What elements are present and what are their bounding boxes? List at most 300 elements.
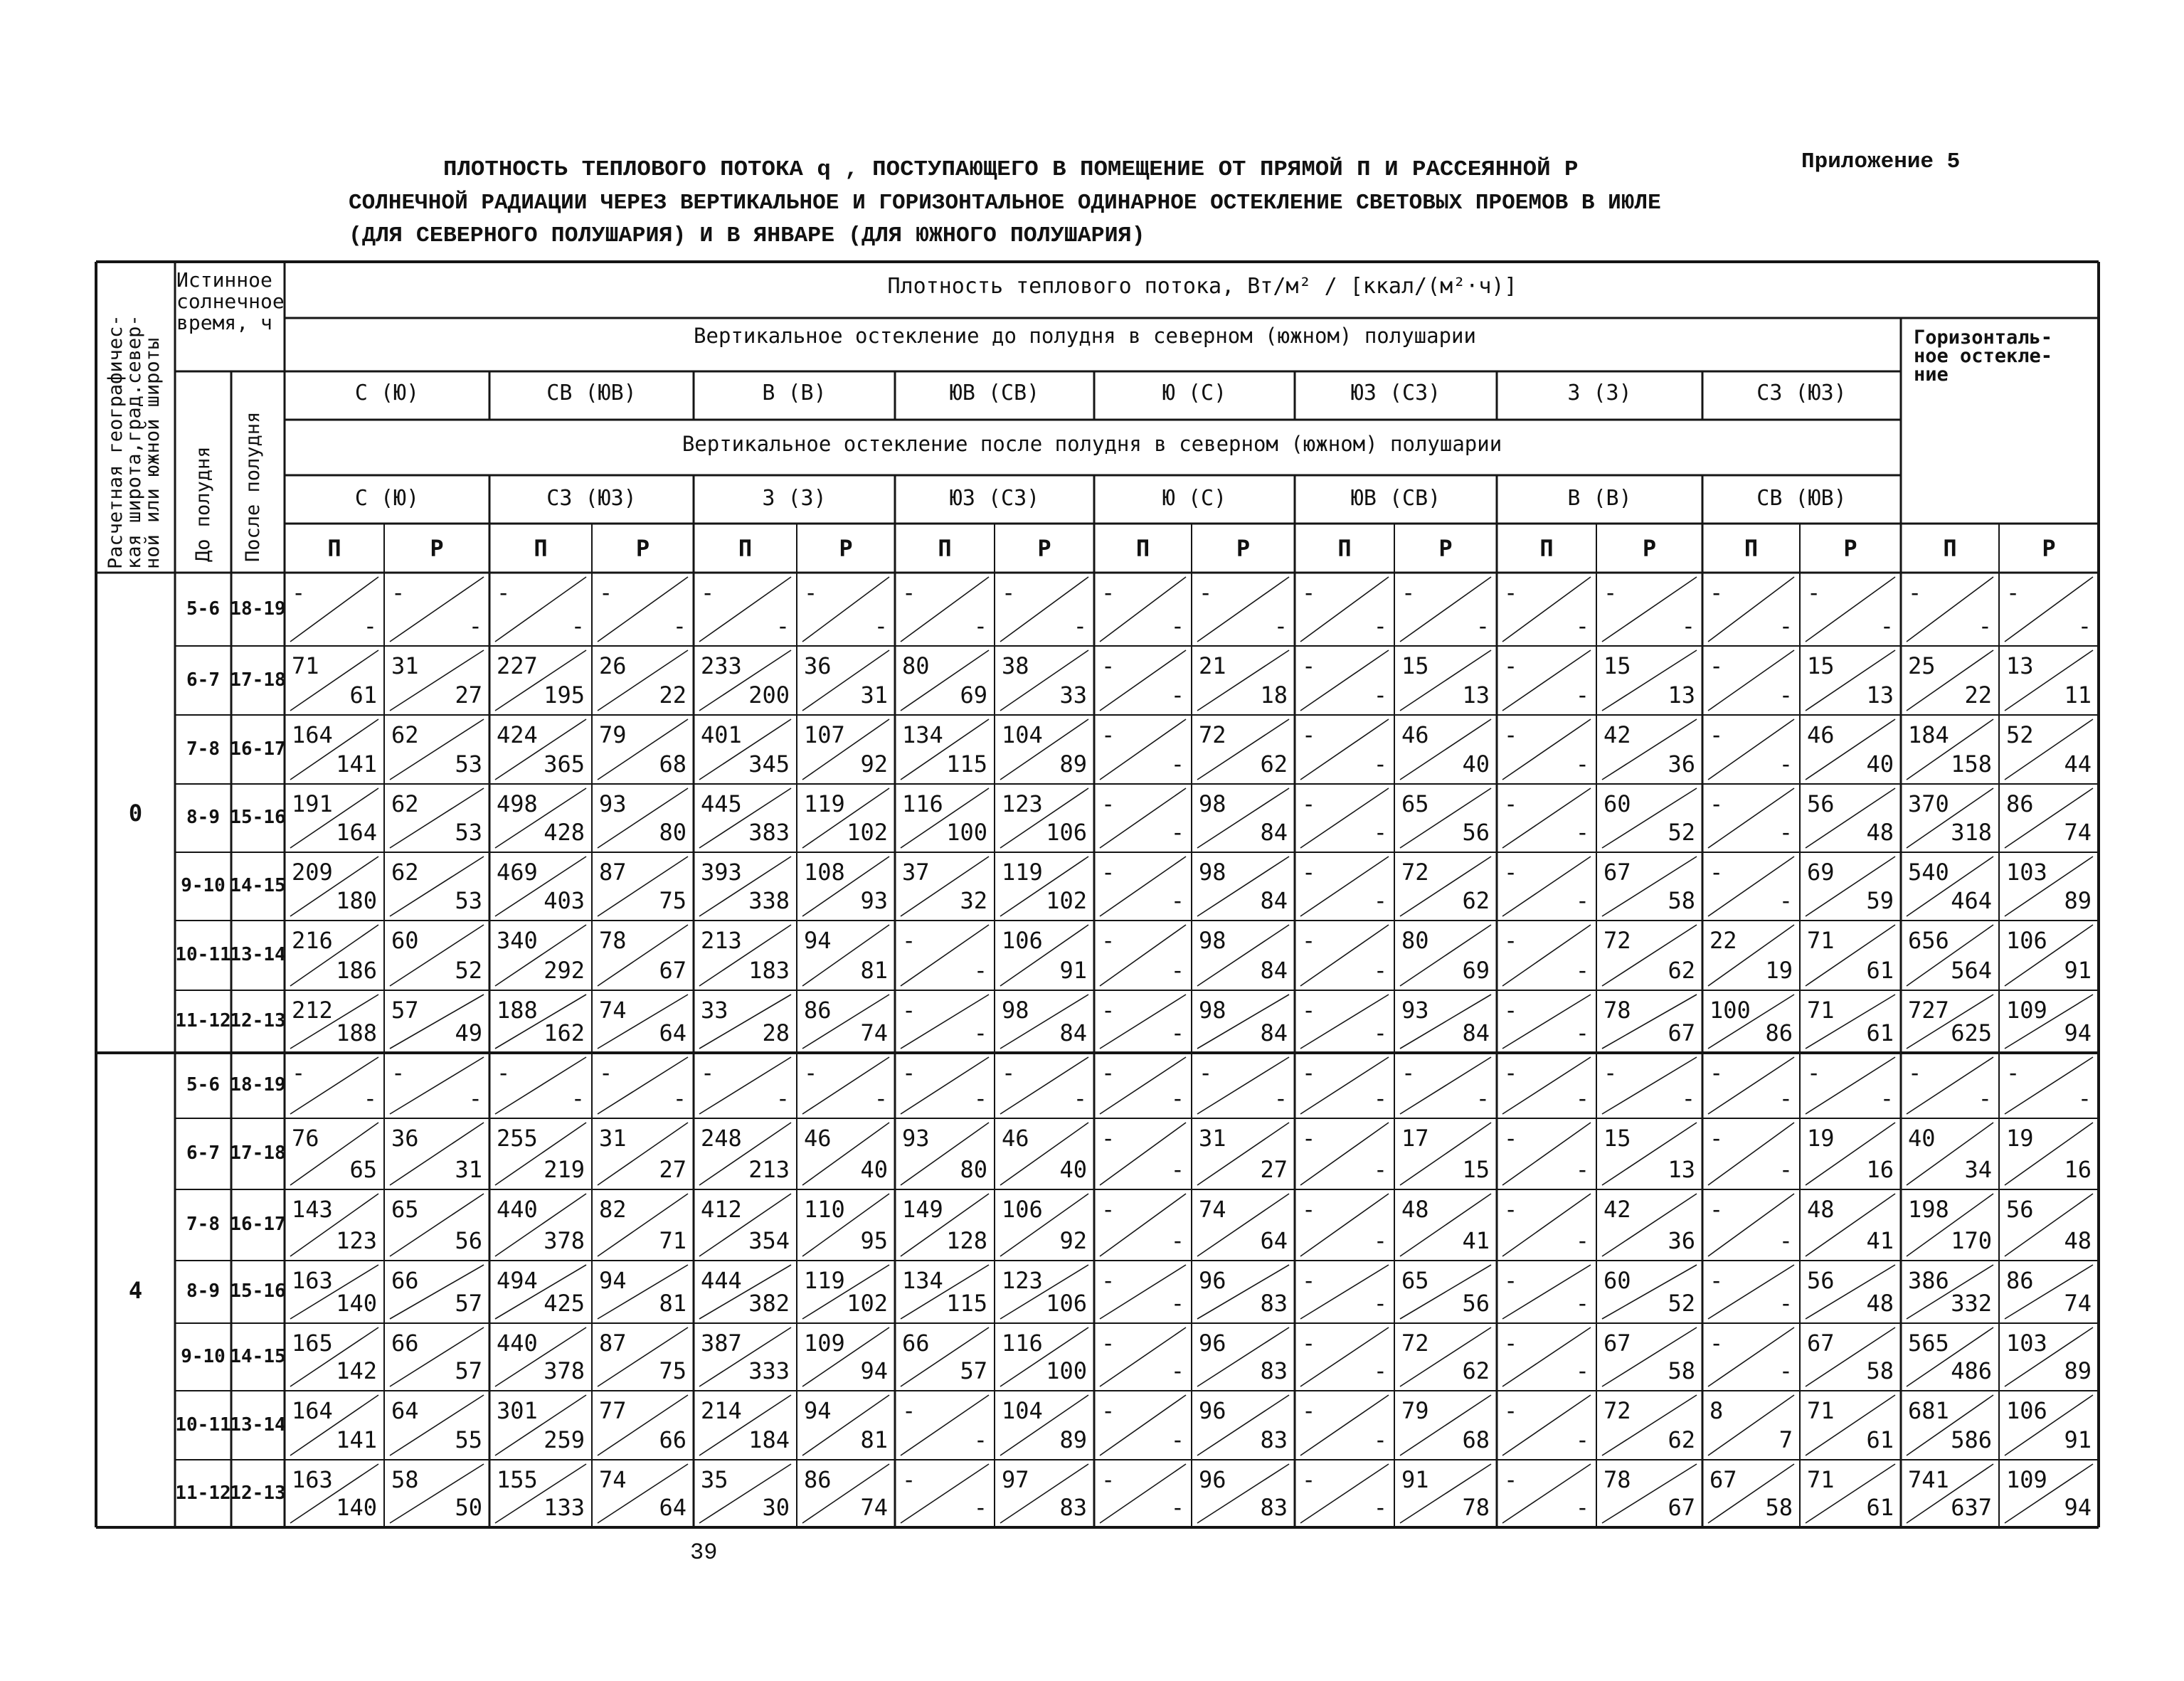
cell-denominator: 83 (1260, 1357, 1288, 1384)
cell-denominator: 48 (1866, 819, 1894, 846)
cell-denominator: 92 (860, 751, 888, 778)
cell-numerator: - (1302, 579, 1316, 606)
r-column-label: Р (635, 535, 650, 562)
cell-denominator: 56 (455, 1227, 482, 1254)
cell-denominator: - (363, 613, 377, 640)
orientation-before-label: Ю (С) (1162, 381, 1227, 405)
cell-denominator: - (1575, 1426, 1589, 1453)
cell-denominator: 184 (748, 1426, 790, 1453)
cell-denominator: 40 (860, 1156, 888, 1183)
cell-numerator: - (902, 997, 916, 1024)
cell-numerator: 58 (391, 1466, 419, 1493)
cell-numerator: 19 (2006, 1125, 2034, 1152)
cell-denominator: - (1575, 682, 1589, 709)
cell-numerator: 198 (1908, 1196, 1949, 1223)
cell-numerator: 66 (902, 1330, 930, 1357)
cell-denominator: - (1170, 1426, 1184, 1453)
cell-denominator: 52 (455, 957, 482, 984)
cell-numerator: 91 (1401, 1466, 1429, 1493)
cell-numerator: 66 (391, 1330, 419, 1357)
cell-denominator: 428 (544, 819, 585, 846)
cell-denominator: 425 (544, 1290, 585, 1317)
cell-numerator: - (1302, 1059, 1316, 1086)
cell-denominator: 123 (336, 1227, 377, 1254)
cell-numerator: - (1101, 927, 1115, 954)
cell-numerator: 149 (902, 1196, 943, 1223)
cell-numerator: 13 (2006, 652, 2034, 679)
cell-denominator: - (1779, 887, 1793, 914)
cell-denominator: 58 (1866, 1357, 1894, 1384)
cell-numerator: 79 (1401, 1397, 1429, 1424)
cell-numerator: 424 (497, 721, 538, 748)
cell-numerator: - (292, 1059, 306, 1086)
cell-numerator: - (1504, 1125, 1518, 1152)
cell-numerator: 93 (1401, 997, 1429, 1024)
cell-numerator: - (1302, 652, 1316, 679)
cell-numerator: 31 (599, 1125, 627, 1152)
cell-numerator: 106 (2006, 1397, 2047, 1424)
latitude-value: 0 (128, 799, 143, 827)
cell-denominator: 67 (1668, 1019, 1695, 1046)
cell-denominator: - (1170, 1156, 1184, 1183)
orientation-before-label: ЮВ (СВ) (949, 381, 1040, 405)
cell-denominator: 78 (1462, 1494, 1490, 1521)
cell-numerator: 57 (391, 997, 419, 1024)
cell-denominator: 83 (1059, 1494, 1087, 1521)
cell-numerator: 94 (804, 927, 832, 954)
cell-denominator: 33 (1059, 682, 1087, 709)
cell-denominator: 75 (659, 1357, 687, 1384)
cell-denominator: 80 (659, 819, 687, 846)
cell-denominator: 61 (1866, 1426, 1894, 1453)
cell-denominator: 32 (960, 887, 987, 914)
cell-numerator: 72 (1401, 859, 1429, 886)
cell-denominator: 7 (1779, 1426, 1793, 1453)
cell-denominator: 58 (1668, 1357, 1695, 1384)
cell-numerator: 72 (1603, 927, 1631, 954)
cell-numerator: - (1002, 579, 1016, 606)
cell-denominator: - (1575, 1494, 1589, 1521)
cell-numerator: 155 (497, 1466, 538, 1493)
cell-denominator: - (1373, 613, 1387, 640)
cell-denominator: - (1170, 1494, 1184, 1521)
time-after-noon: 17-18 (230, 1142, 286, 1164)
cell-numerator: 440 (497, 1196, 538, 1223)
cell-numerator: 104 (1002, 1397, 1043, 1424)
cell-denominator: 50 (455, 1494, 482, 1521)
vert-before-header: Вертикальное остекление до полудня в северном (южном) полушарии (694, 324, 1476, 348)
cell-denominator: 89 (1059, 751, 1087, 778)
cell-numerator: - (1101, 1196, 1115, 1223)
cell-numerator: - (902, 1466, 916, 1493)
cell-denominator: 74 (2064, 819, 2092, 846)
cell-numerator: 71 (1807, 1466, 1835, 1493)
cell-denominator: - (672, 1085, 687, 1112)
cell-numerator: - (1302, 1267, 1316, 1294)
cell-denominator: 83 (1260, 1426, 1288, 1453)
time-before-noon: 10-11 (175, 1414, 231, 1436)
cell-denominator: 106 (1046, 819, 1087, 846)
time-after-noon: 13-14 (230, 1414, 286, 1436)
cell-numerator: 77 (599, 1397, 627, 1424)
r-column-label: Р (1642, 535, 1657, 562)
cell-denominator: 195 (544, 682, 585, 709)
cell-numerator: 52 (2006, 721, 2034, 748)
cell-numerator: 100 (1709, 997, 1751, 1024)
time-before-noon: 5-6 (186, 598, 220, 620)
cell-numerator: 184 (1908, 721, 1949, 748)
cell-numerator: - (1504, 790, 1518, 817)
cell-numerator: 93 (902, 1125, 930, 1152)
cell-denominator: - (1170, 751, 1184, 778)
cell-numerator: 71 (292, 652, 319, 679)
cell-numerator: 119 (1002, 859, 1043, 886)
orientation-after-label: З (З) (762, 486, 827, 511)
cell-numerator: 540 (1908, 859, 1949, 886)
cell-denominator: 128 (946, 1227, 987, 1254)
cell-denominator: 80 (960, 1156, 987, 1183)
cell-numerator: 87 (599, 859, 627, 886)
cell-denominator: - (1681, 613, 1695, 640)
cell-numerator: 35 (701, 1466, 728, 1493)
cell-numerator: 741 (1908, 1466, 1949, 1493)
cell-numerator: 86 (804, 1466, 832, 1493)
vert-after-header: Вертикальное остекление после полудня в северном (южном) полушарии (682, 432, 1502, 456)
cell-numerator: - (1101, 1397, 1115, 1424)
cell-denominator: 100 (946, 819, 987, 846)
cell-numerator: 40 (1908, 1125, 1936, 1152)
cell-numerator: - (1101, 1267, 1115, 1294)
cell-denominator: - (672, 613, 687, 640)
cell-numerator: 164 (292, 1397, 333, 1424)
cell-numerator: 37 (902, 859, 930, 886)
cell-numerator: 19 (1807, 1125, 1835, 1152)
cell-denominator: 65 (349, 1156, 377, 1183)
cell-denominator: - (468, 613, 482, 640)
cell-denominator: - (1978, 1085, 1992, 1112)
cell-denominator: 102 (847, 1290, 888, 1317)
cell-denominator: 31 (455, 1156, 482, 1183)
cell-denominator: 74 (860, 1494, 888, 1521)
cell-numerator: - (1908, 1059, 1922, 1086)
cell-denominator: - (1373, 819, 1387, 846)
cell-numerator: 498 (497, 790, 538, 817)
cell-denominator: 403 (544, 887, 585, 914)
cell-numerator: 110 (804, 1196, 845, 1223)
cell-numerator: 96 (1199, 1330, 1226, 1357)
cell-numerator: 42 (1603, 1196, 1631, 1223)
cell-denominator: 259 (544, 1426, 585, 1453)
cell-denominator: 31 (860, 682, 888, 709)
cell-denominator: - (2077, 613, 2092, 640)
cell-numerator: 67 (1603, 859, 1631, 886)
cell-numerator: - (599, 579, 613, 606)
cell-denominator: - (1779, 751, 1793, 778)
cell-numerator: 214 (701, 1397, 742, 1424)
cell-denominator: 40 (1059, 1156, 1087, 1183)
time-after-noon: 12-13 (230, 1482, 286, 1504)
cell-numerator: - (1302, 997, 1316, 1024)
cell-numerator: 48 (1807, 1196, 1835, 1223)
time-before-noon: 8-9 (186, 807, 220, 828)
cell-denominator: 365 (544, 751, 585, 778)
cell-denominator: - (973, 1494, 987, 1521)
cell-numerator: - (1199, 1059, 1213, 1086)
cell-denominator: 180 (336, 887, 377, 914)
cell-numerator: - (1504, 1330, 1518, 1357)
cell-denominator: 61 (1866, 1494, 1894, 1521)
cell-denominator: - (1373, 1156, 1387, 1183)
cell-numerator: 96 (1199, 1267, 1226, 1294)
cell-denominator: 95 (860, 1227, 888, 1254)
cell-denominator: 332 (1951, 1290, 1992, 1317)
orientation-after-label: В (В) (1567, 486, 1632, 511)
cell-numerator: - (1101, 1330, 1115, 1357)
cell-numerator: - (1199, 579, 1213, 606)
cell-numerator: 15 (1401, 652, 1429, 679)
time-after-noon: 15-16 (230, 807, 286, 828)
cell-denominator: - (1170, 1227, 1184, 1254)
cell-numerator: - (1101, 579, 1115, 606)
time-before-noon: 6-7 (186, 669, 220, 691)
cell-denominator: 81 (659, 1290, 687, 1317)
cell-denominator: - (1170, 1085, 1184, 1112)
p-column-label: П (1744, 535, 1759, 562)
cell-denominator: - (1373, 682, 1387, 709)
cell-denominator: - (1373, 1426, 1387, 1453)
cell-denominator: 62 (1462, 887, 1490, 914)
cell-numerator: - (902, 1059, 916, 1086)
cell-denominator: 41 (1462, 1227, 1490, 1254)
cell-numerator: 134 (902, 721, 943, 748)
cell-numerator: 15 (1807, 652, 1835, 679)
cell-numerator: - (1101, 790, 1115, 817)
cell-numerator: 25 (1908, 652, 1936, 679)
cell-denominator: 486 (1951, 1357, 1992, 1384)
cell-denominator: - (1880, 1085, 1894, 1112)
cell-numerator: 255 (497, 1125, 538, 1152)
cell-denominator: 183 (748, 957, 790, 984)
p-column-label: П (1135, 535, 1150, 562)
cell-numerator: 65 (1401, 1267, 1429, 1294)
cell-denominator: 15 (1462, 1156, 1490, 1183)
cell-denominator: 48 (2064, 1227, 2092, 1254)
cell-numerator: 440 (497, 1330, 538, 1357)
cell-numerator: - (1302, 1125, 1316, 1152)
cell-numerator: 96 (1199, 1397, 1226, 1424)
cell-numerator: - (1709, 1125, 1724, 1152)
cell-denominator: - (1779, 819, 1793, 846)
p-column-label: П (1943, 535, 1957, 562)
cell-denominator: - (1779, 1085, 1793, 1112)
cell-numerator: 31 (391, 652, 419, 679)
time-before-noon: 5-6 (186, 1074, 220, 1096)
time-before-noon: 11-12 (175, 1482, 231, 1504)
cell-numerator: - (1807, 1059, 1821, 1086)
orientation-after-label: ЮВ (СВ) (1350, 486, 1441, 511)
cell-numerator: 116 (1002, 1330, 1043, 1357)
cell-numerator: 104 (1002, 721, 1043, 748)
cell-numerator: 301 (497, 1397, 538, 1424)
cell-numerator: 98 (1199, 859, 1226, 886)
cell-numerator: 109 (804, 1330, 845, 1357)
cell-denominator: 333 (748, 1357, 790, 1384)
cell-denominator: 345 (748, 751, 790, 778)
cell-denominator: 106 (1046, 1290, 1087, 1317)
cell-denominator: 81 (860, 1426, 888, 1453)
cell-denominator: 55 (455, 1426, 482, 1453)
title-line-1: ПЛОТНОСТЬ ТЕПЛОВОГО ПОТОКА q , ПОСТУПАЮЩЕГО В ПОМЕЩЕНИЕ ОТ ПРЯМОЙ П И РАССЕЯННОЙ Р (443, 157, 1579, 182)
cell-numerator: 62 (391, 790, 419, 817)
cell-denominator: 338 (748, 887, 790, 914)
cell-numerator: - (1709, 1330, 1724, 1357)
cell-denominator: 141 (336, 751, 377, 778)
cell-denominator: - (571, 1085, 585, 1112)
cell-numerator: - (1709, 579, 1724, 606)
cell-numerator: 46 (1002, 1125, 1029, 1152)
r-column-label: Р (1438, 535, 1453, 562)
cell-denominator: 383 (748, 819, 790, 846)
cell-numerator: 62 (391, 721, 419, 748)
cell-denominator: 16 (1866, 1156, 1894, 1183)
cell-numerator: 56 (1807, 790, 1835, 817)
cell-numerator: 98 (1199, 997, 1226, 1024)
cell-numerator: 78 (599, 927, 627, 954)
cell-denominator: 564 (1951, 957, 1992, 984)
cell-denominator: 84 (1260, 1019, 1288, 1046)
cell-numerator: - (1709, 1267, 1724, 1294)
cell-numerator: 248 (701, 1125, 742, 1152)
cell-denominator: - (1170, 1019, 1184, 1046)
cell-denominator: 30 (762, 1494, 790, 1521)
cell-numerator: 87 (599, 1330, 627, 1357)
cell-denominator: - (1170, 1290, 1184, 1317)
cell-numerator: 26 (599, 652, 627, 679)
orientation-before-label: ЮЗ (СЗ) (1350, 381, 1441, 405)
p-column-label: П (1337, 535, 1352, 562)
horizontal-header: ние (1914, 364, 1949, 386)
cell-numerator: 106 (1002, 927, 1043, 954)
cell-denominator: - (1575, 1019, 1589, 1046)
cell-numerator: 31 (1199, 1125, 1226, 1152)
time-before-noon: 7-8 (186, 1214, 220, 1235)
cell-denominator: 62 (1462, 1357, 1490, 1384)
cell-numerator: 60 (1603, 790, 1631, 817)
cell-numerator: 165 (292, 1330, 333, 1357)
cell-denominator: 93 (860, 887, 888, 914)
cell-denominator: - (1779, 1156, 1793, 1183)
cell-numerator: - (902, 1397, 916, 1424)
cell-denominator: - (1373, 751, 1387, 778)
cell-denominator: 56 (1462, 1290, 1490, 1317)
cell-denominator: - (1779, 1357, 1793, 1384)
cell-denominator: - (1575, 957, 1589, 984)
cell-numerator: - (1504, 997, 1518, 1024)
cell-numerator: - (1302, 927, 1316, 954)
cell-numerator: 727 (1908, 997, 1949, 1024)
cell-numerator: - (292, 579, 306, 606)
cell-denominator: 28 (762, 1019, 790, 1046)
cell-numerator: 98 (1199, 927, 1226, 954)
cell-numerator: 191 (292, 790, 333, 817)
cell-denominator: 637 (1951, 1494, 1992, 1521)
time-after-noon: 18-19 (230, 598, 286, 620)
cell-numerator: 56 (1807, 1267, 1835, 1294)
cell-denominator: 89 (1059, 1426, 1087, 1453)
cell-numerator: 15 (1603, 652, 1631, 679)
cell-numerator: 108 (804, 859, 845, 886)
cell-numerator: - (1302, 721, 1316, 748)
cell-denominator: - (874, 1085, 888, 1112)
cell-denominator: 86 (1765, 1019, 1793, 1046)
cell-numerator: 82 (599, 1196, 627, 1223)
cell-denominator: - (1575, 1227, 1589, 1254)
cell-numerator: 656 (1908, 927, 1949, 954)
cell-numerator: 56 (2006, 1196, 2034, 1223)
cell-numerator: 233 (701, 652, 742, 679)
cell-denominator: - (1575, 887, 1589, 914)
cell-numerator: 67 (1709, 1466, 1737, 1493)
cell-denominator: 83 (1260, 1290, 1288, 1317)
cell-denominator: 64 (659, 1019, 687, 1046)
cell-denominator: 94 (2064, 1494, 2092, 1521)
cell-numerator: - (497, 1059, 511, 1086)
cell-numerator: 33 (701, 997, 728, 1024)
cell-numerator: - (1709, 721, 1724, 748)
cell-denominator: 141 (336, 1426, 377, 1453)
cell-numerator: 72 (1603, 1397, 1631, 1424)
r-column-label: Р (839, 535, 853, 562)
cell-numerator: 444 (701, 1267, 742, 1294)
cell-numerator: 74 (599, 997, 627, 1024)
cell-numerator: 67 (1807, 1330, 1835, 1357)
cell-numerator: 109 (2006, 997, 2047, 1024)
solar-time-header: солнечное (176, 290, 285, 313)
orientation-after-label: СЗ (ЮЗ) (546, 486, 637, 511)
cell-numerator: - (1302, 1196, 1316, 1223)
cell-numerator: 36 (391, 1125, 419, 1152)
orientation-before-label: СВ (ЮВ) (546, 381, 637, 405)
cell-numerator: 42 (1603, 721, 1631, 748)
cell-denominator: 66 (659, 1426, 687, 1453)
cell-denominator: 67 (659, 957, 687, 984)
cell-numerator: 74 (599, 1466, 627, 1493)
cell-denominator: 61 (1866, 957, 1894, 984)
cell-numerator: 86 (804, 997, 832, 1024)
cell-denominator: 18 (1260, 682, 1288, 709)
cell-denominator: 115 (946, 751, 987, 778)
cell-denominator: 13 (1462, 682, 1490, 709)
cell-numerator: 103 (2006, 859, 2047, 886)
cell-denominator: 158 (1951, 751, 1992, 778)
cell-numerator: - (1709, 790, 1724, 817)
cell-numerator: 116 (902, 790, 943, 817)
cell-denominator: 200 (748, 682, 790, 709)
cell-denominator: - (1373, 1494, 1387, 1521)
cell-denominator: - (775, 1085, 790, 1112)
cell-numerator: 212 (292, 997, 333, 1024)
cell-denominator: 57 (455, 1290, 482, 1317)
cell-denominator: - (1475, 1085, 1490, 1112)
cell-numerator: - (1504, 579, 1518, 606)
cell-numerator: 94 (804, 1397, 832, 1424)
time-before-noon: 11-12 (175, 1010, 231, 1032)
cell-denominator: - (1373, 957, 1387, 984)
time-after-noon: 15-16 (230, 1280, 286, 1302)
cell-denominator: - (571, 613, 585, 640)
cell-denominator: 102 (847, 819, 888, 846)
cell-denominator: - (1170, 613, 1184, 640)
